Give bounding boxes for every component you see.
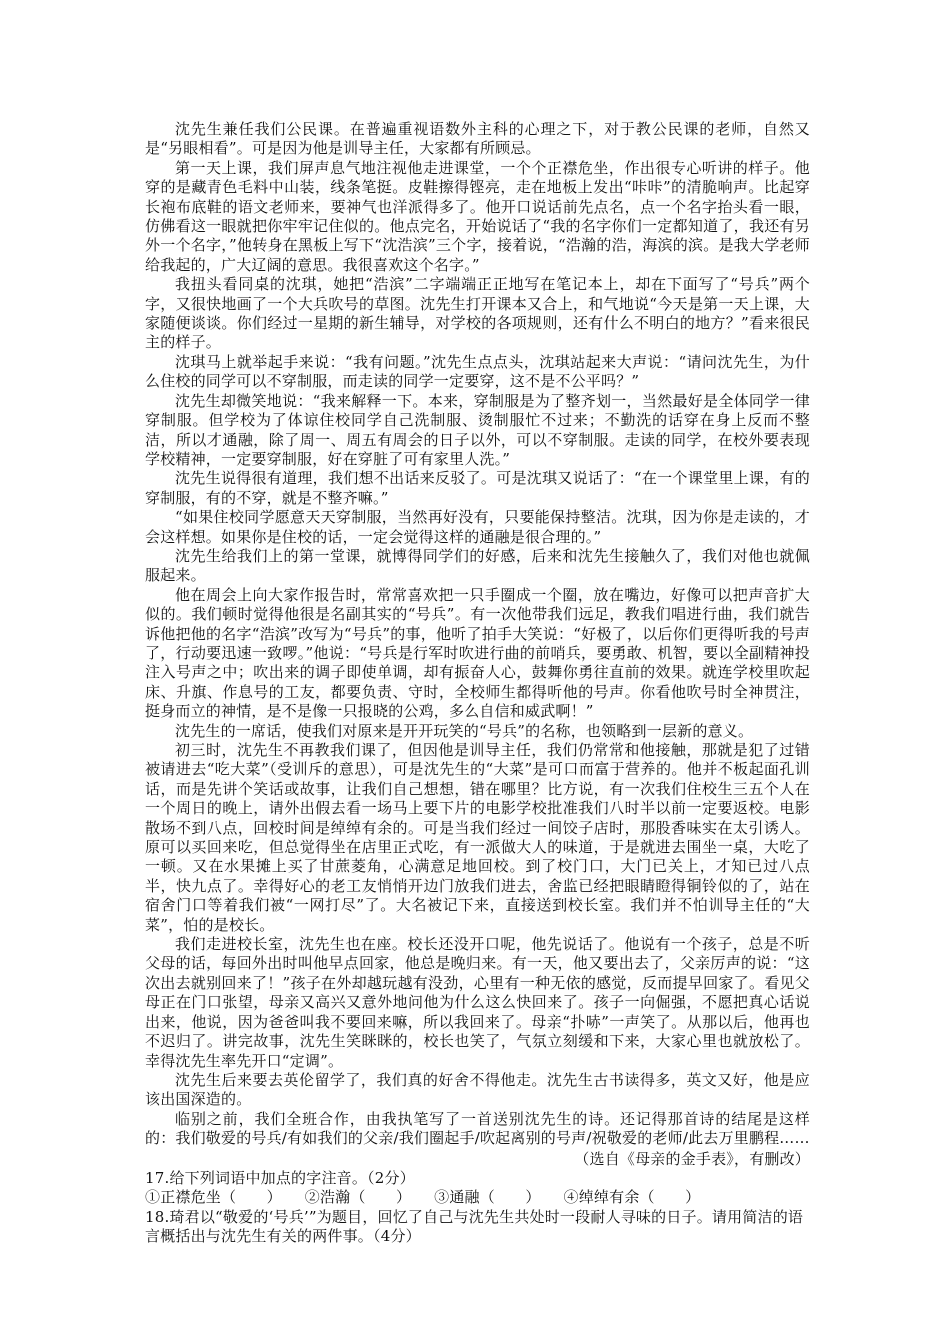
paragraph: 沈先生的一席话，使我们对原来是开开玩笑的“号兵”的名称，也领略到一层新的意义。 bbox=[175, 721, 754, 740]
question-17-prompt: 17.给下列词语中加点的字注音。（2分） bbox=[145, 1168, 415, 1187]
paragraph: 沈先生兼任我们公民课。在普遍重视语数外主科的心理之下，对于教公民课的老师，自然又是“另眼相看”。可是因为他是训导主任，大家都有所顾忌。 bbox=[145, 120, 810, 158]
source-citation: （选自《母亲的金手表》，有删改） bbox=[574, 1149, 810, 1168]
paragraph: 沈先生后来要去英伦留学了，我们真的好舍不得他走。沈先生古书读得多，英文又好，他是应该出国深造的。 bbox=[145, 1070, 810, 1109]
question-17-option: ③通融（ ） bbox=[434, 1188, 541, 1207]
document-page bbox=[145, 120, 810, 1247]
question-17-option: ②浩瀚（ ） bbox=[304, 1188, 412, 1207]
question-18-prompt: 18.琦君以“敬爱的‘号兵’”为题目，回忆了自己与沈先生共处时一段耐人寻味的日子。请用简洁的语言概括出与沈先生有关的两件事。（4分） bbox=[145, 1207, 804, 1246]
paragraph: 初三时，沈先生不再教我们课了，但因他是训导主任，我们仍常常和他接触，那就是犯了过错被请进去“吃大菜”（受训斥的意思），可是沈先生的“大菜”是可口而富于营养的。他并不板起面孔训话，而是先讲个笑话或故事，让我们自己想想，错在哪里？比方说，有一次我们住校生三五个人在一个周日的晚上，请外出假去看一场马上要下片的电影学校批准我们八时半以前一定要返校。电影散场不到八点，回校时间是绰绰有余的。可是当我们经过一间饺子店时，那股香味实在太引诱人。原可以买回来吃，但总觉得坐在店里正式吃，有一派做大人的味道，于是就进去围坐一桌，大吃了一顿。又在水果摊上买了甘蔗菱角，心满意足地回校。到了校门口，大门已关上，才知已过八点半，快九点了。幸得好心的老工友悄悄开边门放我们进去，舍监已经把眼睛瞪得铜铃似的了，站在宿舍门口等着我们被“一网打尽”了。大名被记下来，直接送到校长室。我们并不怕训导主任的“大菜”，怕的是校长。 bbox=[145, 741, 810, 934]
question-18 bbox=[145, 1208, 810, 1247]
question-17-option: ④绰绰有余（ ） bbox=[563, 1188, 701, 1207]
paragraph: “如果住校同学愿意天天穿制服，当然再好没有，只要能保持整洁。沈琪，因为你是走读的，才会这样想。如果你是住校的话，一定会觉得这样的通融是很合理的。” bbox=[145, 508, 810, 546]
paragraph: 我们走进校长室，沈先生也在座。校长还没开口呢，他先说话了。他说有一个孩子，总是不听父母的话，每回外出时叫他早点回家，他总是晚归来。有一天，他又要出去了，父亲厉声的说：“这次出去就别回来了！”孩子在外却越玩越有没劲，心里有一种无依的感觉，反而提早回家了。看见父母正在门口张望，母亲又高兴又意外地问他为什么这么快回来了。孩子一向倔强，不愿把真心话说出来，他说，因为爸爸叫我不要回来嘛，所以我回来了。母亲“扑哧”一声笑了。从那以后，他再也不迟归了。讲完故事，沈先生笑眯眯的，校长也笑了，气氛立刻缓和下来，大家心里也就放松了。幸得沈先生率先开口“定调”。 bbox=[145, 935, 810, 1070]
paragraph: 第一天上课，我们屏声息气地注视他走进课堂，一个个正襟危坐，作出很专心听讲的样子。他穿的是藏青色毛料中山装，线条笔挺。皮鞋擦得铿亮，走在地板上发出“咔咔”的清脆响声。比起穿长袍布底鞋的语文老师来，要神气也洋派得多了。他开口说话前先点名，点一个名字抬头看一眼，仿佛看这一眼就把你牢牢记住似的。他点完名，开始说话了“我的名字你们一定都知道了，我还有另外一个名字，”他转身在黑板上写下“沈浩滨”三个字，接着说，“浩瀚的浩，海滨的滨。是我大学老师给我起的，广大辽阔的意思。我很喜欢这个名字。” bbox=[145, 158, 810, 274]
paragraph: 沈先生给我们上的第一堂课，就博得同学们的好感，后来和沈先生接触久了，我们对他也就佩服起来。 bbox=[145, 546, 810, 585]
question-17 bbox=[145, 1169, 810, 1208]
question-17-options bbox=[145, 1188, 810, 1207]
paragraph: 沈先生说得很有道理，我们想不出话来反驳了。可是沈琪又说话了：“在一个课堂里上课，有的穿制服，有的不穿，就是不整齐嘛。” bbox=[145, 469, 810, 507]
paragraph: 临别之前，我们全班合作，由我执笔写了一首送别沈先生的诗。还记得那首诗的结尾是这样的：我们敬爱的号兵/有如我们的父亲/我们圈起手/吹起离别的号声/祝敬爱的老师/此去万里鹏程…… bbox=[145, 1109, 810, 1148]
paragraph: 我扭头看同桌的沈琪，她把“浩滨”二字端端正正地写在笔记本上，却在下面写了“号兵”两个字，又很快地画了一个大兵吹号的草图。沈先生打开课本又合上，和气地说“今天是第一天上课，大家随便谈谈。你们经过一星期的新生辅导，对学校的各项规则，还有什么不明白的地方？”看来很民主的样子。 bbox=[145, 275, 810, 352]
paragraph: 沈琪马上就举起手来说：“我有问题。”沈先生点点头，沈琪站起来大声说：“请问沈先生，为什么住校的同学可以不穿制服，而走读的同学一定要穿，这不是不公平吗？” bbox=[145, 352, 810, 391]
paragraph: 沈先生却微笑地说：“我来解释一下。本来，穿制服是为了整齐划一，当然最好是全体同学一律穿制服。但学校为了体谅住校同学自己洗制服、烫制服忙不过来；不勤洗的话穿在身上反而不整洁，所以才通融，除了周一、周五有周会的日子以外，可以不穿制服。走读的同学，在校外要表现学校精神，一定要穿制服，好在穿脏了可有家里人洗。” bbox=[145, 391, 810, 468]
paragraph: 他在周会上向大家作报告时，常常喜欢把一只手圈成一个圈，放在嘴边，好像可以把声音扩大似的。我们顿时觉得他很是名副其实的“号兵”。有一次他带我们远足，教我们唱进行曲，我们就告诉他把他的名字“浩滨”改写为“号兵”的事，他听了拍手大笑说：“好极了，以后你们更得听我的号声了，行动要迅速一致啰。”他说：“号兵是行军时吹进行曲的前哨兵，要勇敢、机智，要以全副精神投注入号声之中；吹出来的调子即使单调，却有振奋人心，鼓舞你勇往直前的效果。就连学校里吹起床、升旗、作息号的工友，都要负责、守时，全校师生都得听他的号声。你看他吹号时全神贯注，挺身而立的神情，是不是像一只报晓的公鸡，多么自信和威武啊！” bbox=[145, 585, 810, 721]
question-17-option: ①正襟危坐（ ） bbox=[145, 1188, 282, 1207]
article-body bbox=[145, 120, 810, 1149]
